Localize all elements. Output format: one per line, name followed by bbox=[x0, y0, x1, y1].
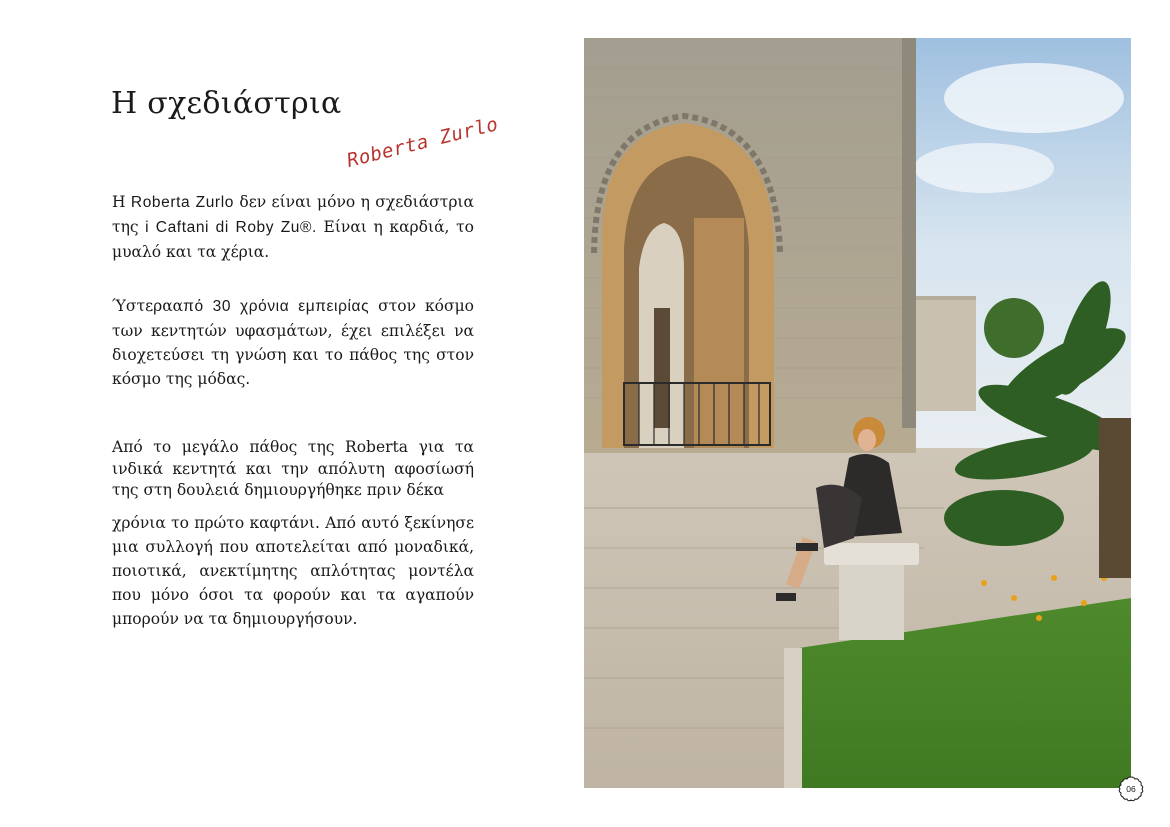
intro-paragraph bbox=[112, 190, 474, 264]
intro-text-2: δεν είναι μόνο η σχεδιάστρια της bbox=[112, 193, 474, 236]
experience-text-2: πό 30 χρόνια εμπειρίας bbox=[183, 298, 370, 315]
brand-name: i Caftani di Roby Zu®. bbox=[145, 219, 317, 236]
signature-handwritten: Roberta Zurlo bbox=[344, 113, 501, 172]
passion-paragraph: Από το μεγάλο πάθος της Roberta για τα ινδικά κεντητά και την απόλυτη αφοσίωσή της στη δουλειά δημιουργήθηκε πριν δέκα bbox=[112, 438, 474, 499]
collection-paragraph: χρόνια το πρώτο καφτάνι. Από αυτό ξεκίνησε μια συλλογή που αποτελείται από μοναδικά, ποιοτικά, ανεκτίμητης απλότητας μοντέλα που μόνο όσοι τα φορούν και τα αγαπούν μπορούν να τα δημιουργήσουν. bbox=[112, 514, 474, 628]
page-number-badge bbox=[1117, 775, 1145, 803]
designer-photo bbox=[584, 38, 1131, 788]
page-title: Η σχεδιάστρια bbox=[111, 86, 342, 121]
experience-text-1: Ύστεραα bbox=[112, 297, 184, 315]
intro-text-3: Είναι η καρδιά, το μυαλό και τα χέρια. bbox=[112, 218, 474, 261]
designer-name: Roberta Zurlo bbox=[130, 194, 234, 211]
page-number: 06 bbox=[1126, 784, 1136, 794]
intro-text-1: Η bbox=[112, 193, 131, 211]
experience-text-3: στον κόσμο των κεντητών υφασμάτων, έχει επιλέξει να διοχετεύσει τη γνώση και το πάθος της στον κόσμο της μόδας. bbox=[112, 297, 474, 388]
experience-paragraph bbox=[112, 294, 474, 391]
